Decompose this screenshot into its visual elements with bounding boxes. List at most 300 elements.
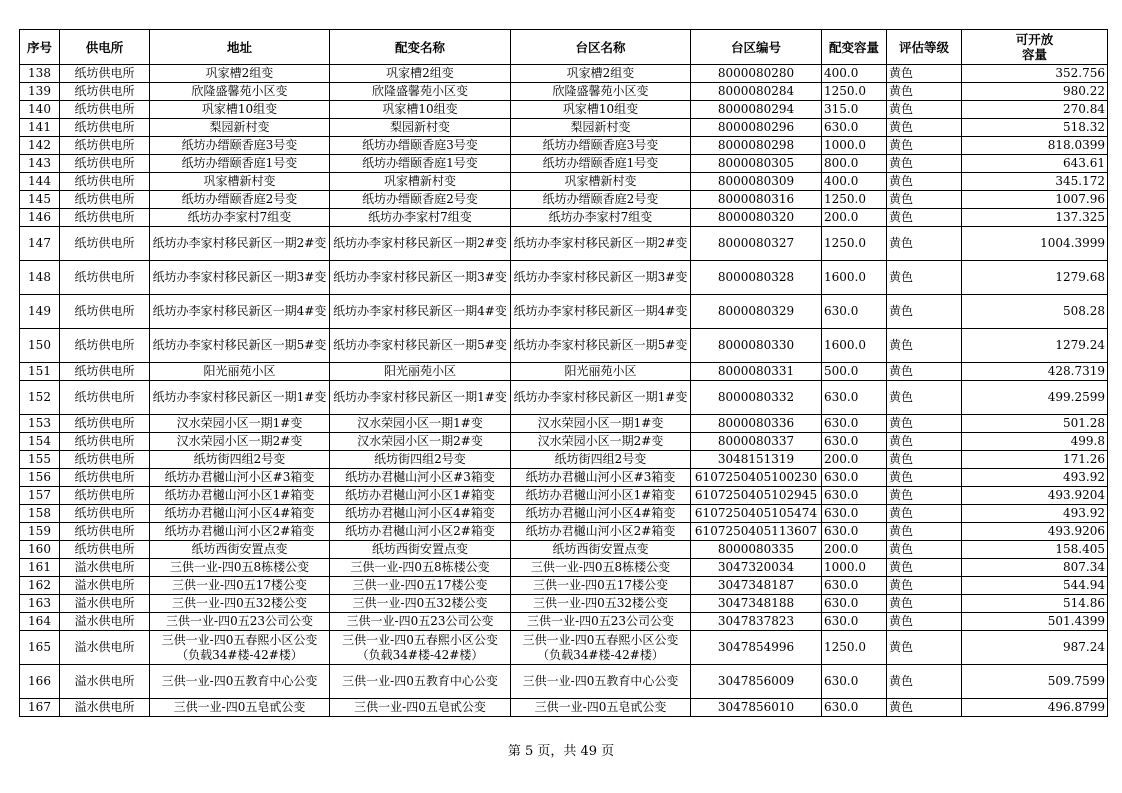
cell-open-capacity: 496.8799 [962, 699, 1108, 717]
cell-transformer-name: 纸坊办李家村移民新区一期4#变 [330, 295, 511, 329]
cell-no: 140 [20, 101, 60, 119]
cell-open-capacity: 643.61 [962, 155, 1108, 173]
cell-area-name: 三供一业-四0五教育中心公变 [511, 665, 691, 699]
cell-area-code: 6107250405100230 [691, 469, 822, 487]
cell-capacity: 1250.0 [822, 191, 887, 209]
col-header-area-name: 台区名称 [511, 30, 691, 65]
cell-office: 纸坊供电所 [60, 119, 150, 137]
cell-capacity: 1000.0 [822, 559, 887, 577]
cell-open-capacity: 807.34 [962, 559, 1108, 577]
cell-address: 纸坊办缙颐香庭2号变 [150, 191, 330, 209]
cell-area-name: 巩家槽新村变 [511, 173, 691, 191]
table-row [20, 595, 1108, 613]
cell-open-capacity: 493.9206 [962, 523, 1108, 541]
cell-office: 纸坊供电所 [60, 101, 150, 119]
cell-open-capacity: 818.0399 [962, 137, 1108, 155]
cell-no: 147 [20, 227, 60, 261]
table-row [20, 191, 1108, 209]
table-row [20, 381, 1108, 415]
col-header-area-code: 台区编号 [691, 30, 822, 65]
cell-address: 纸坊办李家村移民新区一期1#变 [150, 381, 330, 415]
cell-address: 纸坊办李家村移民新区一期2#变 [150, 227, 330, 261]
cell-capacity: 630.0 [822, 381, 887, 415]
cell-no: 146 [20, 209, 60, 227]
cell-level: 黄色 [887, 699, 962, 717]
cell-area-code: 8000080327 [691, 227, 822, 261]
cell-transformer-name: 汉水荣园小区一期1#变 [330, 415, 511, 433]
cell-area-name: 三供一业-四0五17楼公变 [511, 577, 691, 595]
col-header-transformer-name: 配变名称 [330, 30, 511, 65]
cell-transformer-name: 纸坊办李家村移民新区一期1#变 [330, 381, 511, 415]
cell-level: 黄色 [887, 101, 962, 119]
cell-transformer-name: 纸坊办缙颐香庭2号变 [330, 191, 511, 209]
cell-office: 纸坊供电所 [60, 65, 150, 83]
cell-no: 139 [20, 83, 60, 101]
cell-area-name: 纸坊办李家村移民新区一期2#变 [511, 227, 691, 261]
cell-area-code: 3047856009 [691, 665, 822, 699]
cell-no: 164 [20, 613, 60, 631]
cell-capacity: 400.0 [822, 173, 887, 191]
cell-address: 纸坊办缙颐香庭3号变 [150, 137, 330, 155]
cell-capacity: 1250.0 [822, 227, 887, 261]
cell-no: 167 [20, 699, 60, 717]
table-row [20, 137, 1108, 155]
cell-area-code: 8000080320 [691, 209, 822, 227]
table-row [20, 469, 1108, 487]
cell-open-capacity: 270.84 [962, 101, 1108, 119]
cell-capacity: 630.0 [822, 699, 887, 717]
cell-address: 纸坊办君樾山河小区4#箱变 [150, 505, 330, 523]
cell-address: 三供一业-四0五皂甙公变 [150, 699, 330, 717]
cell-area-name: 纸坊西街安置点变 [511, 541, 691, 559]
cell-capacity: 1250.0 [822, 83, 887, 101]
cell-office: 纸坊供电所 [60, 469, 150, 487]
cell-area-code: 8000080328 [691, 261, 822, 295]
cell-area-name: 欣隆盛馨苑小区变 [511, 83, 691, 101]
cell-area-code: 8000080316 [691, 191, 822, 209]
cell-transformer-name: 阳光丽苑小区 [330, 363, 511, 381]
cell-address: 纸坊办李家村移民新区一期3#变 [150, 261, 330, 295]
cell-level: 黄色 [887, 577, 962, 595]
cell-area-code: 8000080296 [691, 119, 822, 137]
cell-area-name: 阳光丽苑小区 [511, 363, 691, 381]
cell-level: 黄色 [887, 295, 962, 329]
table-row [20, 433, 1108, 451]
cell-no: 155 [20, 451, 60, 469]
cell-address: 纸坊街四组2号变 [150, 451, 330, 469]
cell-capacity: 400.0 [822, 65, 887, 83]
cell-no: 148 [20, 261, 60, 295]
cell-transformer-name: 纸坊西街安置点变 [330, 541, 511, 559]
cell-office: 溢水供电所 [60, 613, 150, 631]
cell-area-name: 梨园新村变 [511, 119, 691, 137]
cell-office: 纸坊供电所 [60, 227, 150, 261]
cell-area-name: 纸坊办李家村移民新区一期4#变 [511, 295, 691, 329]
cell-no: 157 [20, 487, 60, 505]
cell-no: 138 [20, 65, 60, 83]
cell-capacity: 630.0 [822, 523, 887, 541]
cell-level: 黄色 [887, 155, 962, 173]
cell-area-code: 8000080280 [691, 65, 822, 83]
cell-office: 纸坊供电所 [60, 523, 150, 541]
cell-office: 溢水供电所 [60, 559, 150, 577]
cell-open-capacity: 501.28 [962, 415, 1108, 433]
cell-address: 梨园新村变 [150, 119, 330, 137]
cell-area-name: 纸坊办君樾山河小区4#箱变 [511, 505, 691, 523]
col-header-open-capacity: 可开放 容量 [962, 30, 1108, 65]
cell-capacity: 800.0 [822, 155, 887, 173]
cell-address: 汉水荣园小区一期1#变 [150, 415, 330, 433]
cell-level: 黄色 [887, 209, 962, 227]
cell-no: 144 [20, 173, 60, 191]
table-row [20, 559, 1108, 577]
cell-area-name: 纸坊办李家村移民新区一期3#变 [511, 261, 691, 295]
cell-area-name: 汉水荣园小区一期2#变 [511, 433, 691, 451]
cell-no: 141 [20, 119, 60, 137]
cell-area-name: 纸坊办缙颐香庭2号变 [511, 191, 691, 209]
cell-area-name: 纸坊办缙颐香庭3号变 [511, 137, 691, 155]
cell-capacity: 630.0 [822, 119, 887, 137]
cell-transformer-name: 欣隆盛馨苑小区变 [330, 83, 511, 101]
cell-office: 纸坊供电所 [60, 209, 150, 227]
cell-level: 黄色 [887, 433, 962, 451]
cell-transformer-name: 三供一业-四0五皂甙公变 [330, 699, 511, 717]
cell-address: 纸坊西街安置点变 [150, 541, 330, 559]
table-row [20, 329, 1108, 363]
table-row [20, 613, 1108, 631]
table-row [20, 65, 1108, 83]
cell-no: 160 [20, 541, 60, 559]
cell-no: 150 [20, 329, 60, 363]
cell-transformer-name: 纸坊办李家村移民新区一期5#变 [330, 329, 511, 363]
col-header-address: 地址 [150, 30, 330, 65]
cell-transformer-name: 纸坊办君樾山河小区2#箱变 [330, 523, 511, 541]
cell-address: 巩家槽2组变 [150, 65, 330, 83]
cell-area-code: 6107250405105474 [691, 505, 822, 523]
cell-level: 黄色 [887, 137, 962, 155]
cell-open-capacity: 509.7599 [962, 665, 1108, 699]
cell-transformer-name: 纸坊办李家村移民新区一期2#变 [330, 227, 511, 261]
cell-level: 黄色 [887, 451, 962, 469]
cell-level: 黄色 [887, 227, 962, 261]
cell-level: 黄色 [887, 469, 962, 487]
cell-capacity: 630.0 [822, 577, 887, 595]
cell-area-code: 8000080335 [691, 541, 822, 559]
cell-no: 158 [20, 505, 60, 523]
cell-transformer-name: 三供一业-四0五32楼公变 [330, 595, 511, 613]
cell-transformer-name: 梨园新村变 [330, 119, 511, 137]
cell-capacity: 500.0 [822, 363, 887, 381]
cell-no: 166 [20, 665, 60, 699]
table-row [20, 505, 1108, 523]
cell-address: 三供一业-四0五8栋楼公变 [150, 559, 330, 577]
cell-capacity: 1600.0 [822, 329, 887, 363]
cell-transformer-name: 巩家槽2组变 [330, 65, 511, 83]
cell-address: 阳光丽苑小区 [150, 363, 330, 381]
table-row [20, 523, 1108, 541]
cell-transformer-name: 纸坊办缙颐香庭1号变 [330, 155, 511, 173]
cell-area-name: 巩家槽2组变 [511, 65, 691, 83]
cell-capacity: 200.0 [822, 541, 887, 559]
table-row [20, 295, 1108, 329]
cell-office: 纸坊供电所 [60, 541, 150, 559]
cell-area-code: 3047348187 [691, 577, 822, 595]
cell-open-capacity: 345.172 [962, 173, 1108, 191]
cell-open-capacity: 493.92 [962, 505, 1108, 523]
cell-open-capacity: 501.4399 [962, 613, 1108, 631]
table-row [20, 699, 1108, 717]
cell-open-capacity: 544.94 [962, 577, 1108, 595]
cell-capacity: 630.0 [822, 415, 887, 433]
cell-office: 溢水供电所 [60, 595, 150, 613]
cell-no: 163 [20, 595, 60, 613]
page-footer: 第 5 页，共 49 页 [507, 744, 615, 759]
cell-capacity: 630.0 [822, 469, 887, 487]
cell-open-capacity: 518.32 [962, 119, 1108, 137]
cell-transformer-name: 纸坊办君樾山河小区4#箱变 [330, 505, 511, 523]
cell-address: 汉水荣园小区一期2#变 [150, 433, 330, 451]
table-row [20, 631, 1108, 665]
cell-office: 纸坊供电所 [60, 363, 150, 381]
cell-area-code: 3047837823 [691, 613, 822, 631]
cell-open-capacity: 428.7319 [962, 363, 1108, 381]
cell-address: 巩家槽新村变 [150, 173, 330, 191]
cell-address: 三供一业-四0五教育中心公变 [150, 665, 330, 699]
cell-level: 黄色 [887, 261, 962, 295]
cell-transformer-name: 纸坊办君樾山河小区1#箱变 [330, 487, 511, 505]
cell-capacity: 200.0 [822, 209, 887, 227]
cell-office: 纸坊供电所 [60, 83, 150, 101]
cell-area-name: 三供一业-四0五春熙小区公变（负载34#楼-42#楼） [511, 631, 691, 665]
cell-level: 黄色 [887, 559, 962, 577]
cell-level: 黄色 [887, 595, 962, 613]
cell-no: 156 [20, 469, 60, 487]
cell-office: 纸坊供电所 [60, 415, 150, 433]
cell-transformer-name: 三供一业-四0五8栋楼公变 [330, 559, 511, 577]
cell-capacity: 630.0 [822, 505, 887, 523]
cell-transformer-name: 三供一业-四0五春熙小区公变（负载34#楼-42#楼） [330, 631, 511, 665]
cell-area-code: 8000080298 [691, 137, 822, 155]
cell-level: 黄色 [887, 523, 962, 541]
cell-capacity: 630.0 [822, 595, 887, 613]
table-row [20, 173, 1108, 191]
cell-office: 溢水供电所 [60, 665, 150, 699]
cell-address: 三供一业-四0五23公司公变 [150, 613, 330, 631]
cell-level: 黄色 [887, 83, 962, 101]
cell-level: 黄色 [887, 613, 962, 631]
table-row [20, 415, 1108, 433]
col-header-capacity: 配变容量 [822, 30, 887, 65]
cell-level: 黄色 [887, 191, 962, 209]
cell-no: 165 [20, 631, 60, 665]
cell-office: 纸坊供电所 [60, 155, 150, 173]
cell-area-name: 巩家槽10组变 [511, 101, 691, 119]
cell-no: 149 [20, 295, 60, 329]
cell-level: 黄色 [887, 505, 962, 523]
table-row [20, 665, 1108, 699]
cell-area-code: 3047854996 [691, 631, 822, 665]
cell-open-capacity: 171.26 [962, 451, 1108, 469]
cell-capacity: 1600.0 [822, 261, 887, 295]
cell-capacity: 315.0 [822, 101, 887, 119]
cell-open-capacity: 493.9204 [962, 487, 1108, 505]
cell-capacity: 630.0 [822, 295, 887, 329]
cell-transformer-name: 三供一业-四0五23公司公变 [330, 613, 511, 631]
cell-office: 溢水供电所 [60, 631, 150, 665]
cell-open-capacity: 499.2599 [962, 381, 1108, 415]
cell-office: 纸坊供电所 [60, 173, 150, 191]
cell-area-name: 纸坊办君樾山河小区#3箱变 [511, 469, 691, 487]
cell-level: 黄色 [887, 487, 962, 505]
cell-office: 纸坊供电所 [60, 329, 150, 363]
cell-capacity: 630.0 [822, 433, 887, 451]
cell-area-code: 3048151319 [691, 451, 822, 469]
cell-office: 溢水供电所 [60, 577, 150, 595]
cell-no: 152 [20, 381, 60, 415]
cell-transformer-name: 纸坊街四组2号变 [330, 451, 511, 469]
data-table [19, 29, 1108, 717]
cell-no: 145 [20, 191, 60, 209]
cell-capacity: 630.0 [822, 613, 887, 631]
cell-no: 151 [20, 363, 60, 381]
cell-office: 纸坊供电所 [60, 295, 150, 329]
cell-address: 纸坊办李家村7组变 [150, 209, 330, 227]
cell-open-capacity: 493.92 [962, 469, 1108, 487]
cell-no: 143 [20, 155, 60, 173]
cell-area-name: 三供一业-四0五23公司公变 [511, 613, 691, 631]
cell-area-code: 8000080331 [691, 363, 822, 381]
cell-area-code: 3047320034 [691, 559, 822, 577]
cell-no: 142 [20, 137, 60, 155]
cell-area-code: 8000080332 [691, 381, 822, 415]
cell-office: 纸坊供电所 [60, 433, 150, 451]
header-row [20, 30, 1108, 65]
cell-address: 纸坊办君樾山河小区1#箱变 [150, 487, 330, 505]
table-row [20, 577, 1108, 595]
cell-capacity: 1000.0 [822, 137, 887, 155]
cell-address: 三供一业-四0五17楼公变 [150, 577, 330, 595]
table-row [20, 541, 1108, 559]
cell-office: 纸坊供电所 [60, 505, 150, 523]
cell-area-name: 纸坊办李家村移民新区一期1#变 [511, 381, 691, 415]
cell-address: 纸坊办君樾山河小区2#箱变 [150, 523, 330, 541]
cell-no: 153 [20, 415, 60, 433]
col-header-level: 评估等级 [887, 30, 962, 65]
cell-address: 欣隆盛馨苑小区变 [150, 83, 330, 101]
cell-level: 黄色 [887, 119, 962, 137]
cell-transformer-name: 汉水荣园小区一期2#变 [330, 433, 511, 451]
cell-office: 纸坊供电所 [60, 381, 150, 415]
cell-office: 纸坊供电所 [60, 451, 150, 469]
cell-area-name: 纸坊办李家村移民新区一期5#变 [511, 329, 691, 363]
table-row [20, 155, 1108, 173]
cell-open-capacity: 514.86 [962, 595, 1108, 613]
cell-transformer-name: 巩家槽新村变 [330, 173, 511, 191]
cell-no: 162 [20, 577, 60, 595]
cell-no: 159 [20, 523, 60, 541]
cell-area-code: 6107250405113607 [691, 523, 822, 541]
cell-open-capacity: 137.325 [962, 209, 1108, 227]
cell-open-capacity: 352.756 [962, 65, 1108, 83]
cell-area-code: 8000080336 [691, 415, 822, 433]
cell-area-code: 8000080330 [691, 329, 822, 363]
cell-open-capacity: 508.28 [962, 295, 1108, 329]
table-row [20, 119, 1108, 137]
cell-level: 黄色 [887, 415, 962, 433]
cell-address: 纸坊办李家村移民新区一期5#变 [150, 329, 330, 363]
cell-office: 纸坊供电所 [60, 487, 150, 505]
cell-no: 154 [20, 433, 60, 451]
cell-transformer-name: 巩家槽10组变 [330, 101, 511, 119]
cell-level: 黄色 [887, 65, 962, 83]
cell-transformer-name: 纸坊办君樾山河小区#3箱变 [330, 469, 511, 487]
cell-transformer-name: 三供一业-四0五教育中心公变 [330, 665, 511, 699]
cell-address: 纸坊办缙颐香庭1号变 [150, 155, 330, 173]
cell-transformer-name: 三供一业-四0五17楼公变 [330, 577, 511, 595]
cell-capacity: 200.0 [822, 451, 887, 469]
cell-area-code: 8000080294 [691, 101, 822, 119]
cell-capacity: 630.0 [822, 487, 887, 505]
table-row [20, 451, 1108, 469]
cell-area-code: 8000080309 [691, 173, 822, 191]
cell-address: 三供一业-四0五32楼公变 [150, 595, 330, 613]
table-row [20, 209, 1108, 227]
cell-office: 纸坊供电所 [60, 137, 150, 155]
table-row [20, 261, 1108, 295]
cell-area-name: 三供一业-四0五32楼公变 [511, 595, 691, 613]
col-header-office: 供电所 [60, 30, 150, 65]
table-row [20, 227, 1108, 261]
cell-address: 三供一业-四0五春熙小区公变（负载34#楼-42#楼） [150, 631, 330, 665]
table-row [20, 487, 1108, 505]
cell-office: 溢水供电所 [60, 699, 150, 717]
cell-open-capacity: 987.24 [962, 631, 1108, 665]
cell-address: 巩家槽10组变 [150, 101, 330, 119]
cell-area-name: 纸坊街四组2号变 [511, 451, 691, 469]
cell-open-capacity: 499.8 [962, 433, 1108, 451]
cell-address: 纸坊办李家村移民新区一期4#变 [150, 295, 330, 329]
cell-area-code: 8000080305 [691, 155, 822, 173]
cell-transformer-name: 纸坊办缙颐香庭3号变 [330, 137, 511, 155]
cell-area-code: 8000080337 [691, 433, 822, 451]
cell-level: 黄色 [887, 363, 962, 381]
cell-address: 纸坊办君樾山河小区#3箱变 [150, 469, 330, 487]
cell-area-name: 纸坊办李家村7组变 [511, 209, 691, 227]
cell-capacity: 1250.0 [822, 631, 887, 665]
cell-open-capacity: 1004.3999 [962, 227, 1108, 261]
cell-area-name: 纸坊办缙颐香庭1号变 [511, 155, 691, 173]
col-header-no: 序号 [20, 30, 60, 65]
cell-area-name: 纸坊办君樾山河小区1#箱变 [511, 487, 691, 505]
cell-area-name: 三供一业-四0五皂甙公变 [511, 699, 691, 717]
cell-area-name: 三供一业-四0五8栋楼公变 [511, 559, 691, 577]
cell-area-code: 6107250405102945 [691, 487, 822, 505]
cell-area-code: 8000080284 [691, 83, 822, 101]
cell-area-code: 8000080329 [691, 295, 822, 329]
cell-level: 黄色 [887, 631, 962, 665]
cell-transformer-name: 纸坊办李家村7组变 [330, 209, 511, 227]
cell-level: 黄色 [887, 173, 962, 191]
cell-no: 161 [20, 559, 60, 577]
cell-level: 黄色 [887, 329, 962, 363]
cell-office: 纸坊供电所 [60, 191, 150, 209]
cell-office: 纸坊供电所 [60, 261, 150, 295]
cell-area-name: 纸坊办君樾山河小区2#箱变 [511, 523, 691, 541]
cell-area-code: 3047856010 [691, 699, 822, 717]
cell-capacity: 630.0 [822, 665, 887, 699]
cell-area-code: 3047348188 [691, 595, 822, 613]
cell-open-capacity: 1279.24 [962, 329, 1108, 363]
